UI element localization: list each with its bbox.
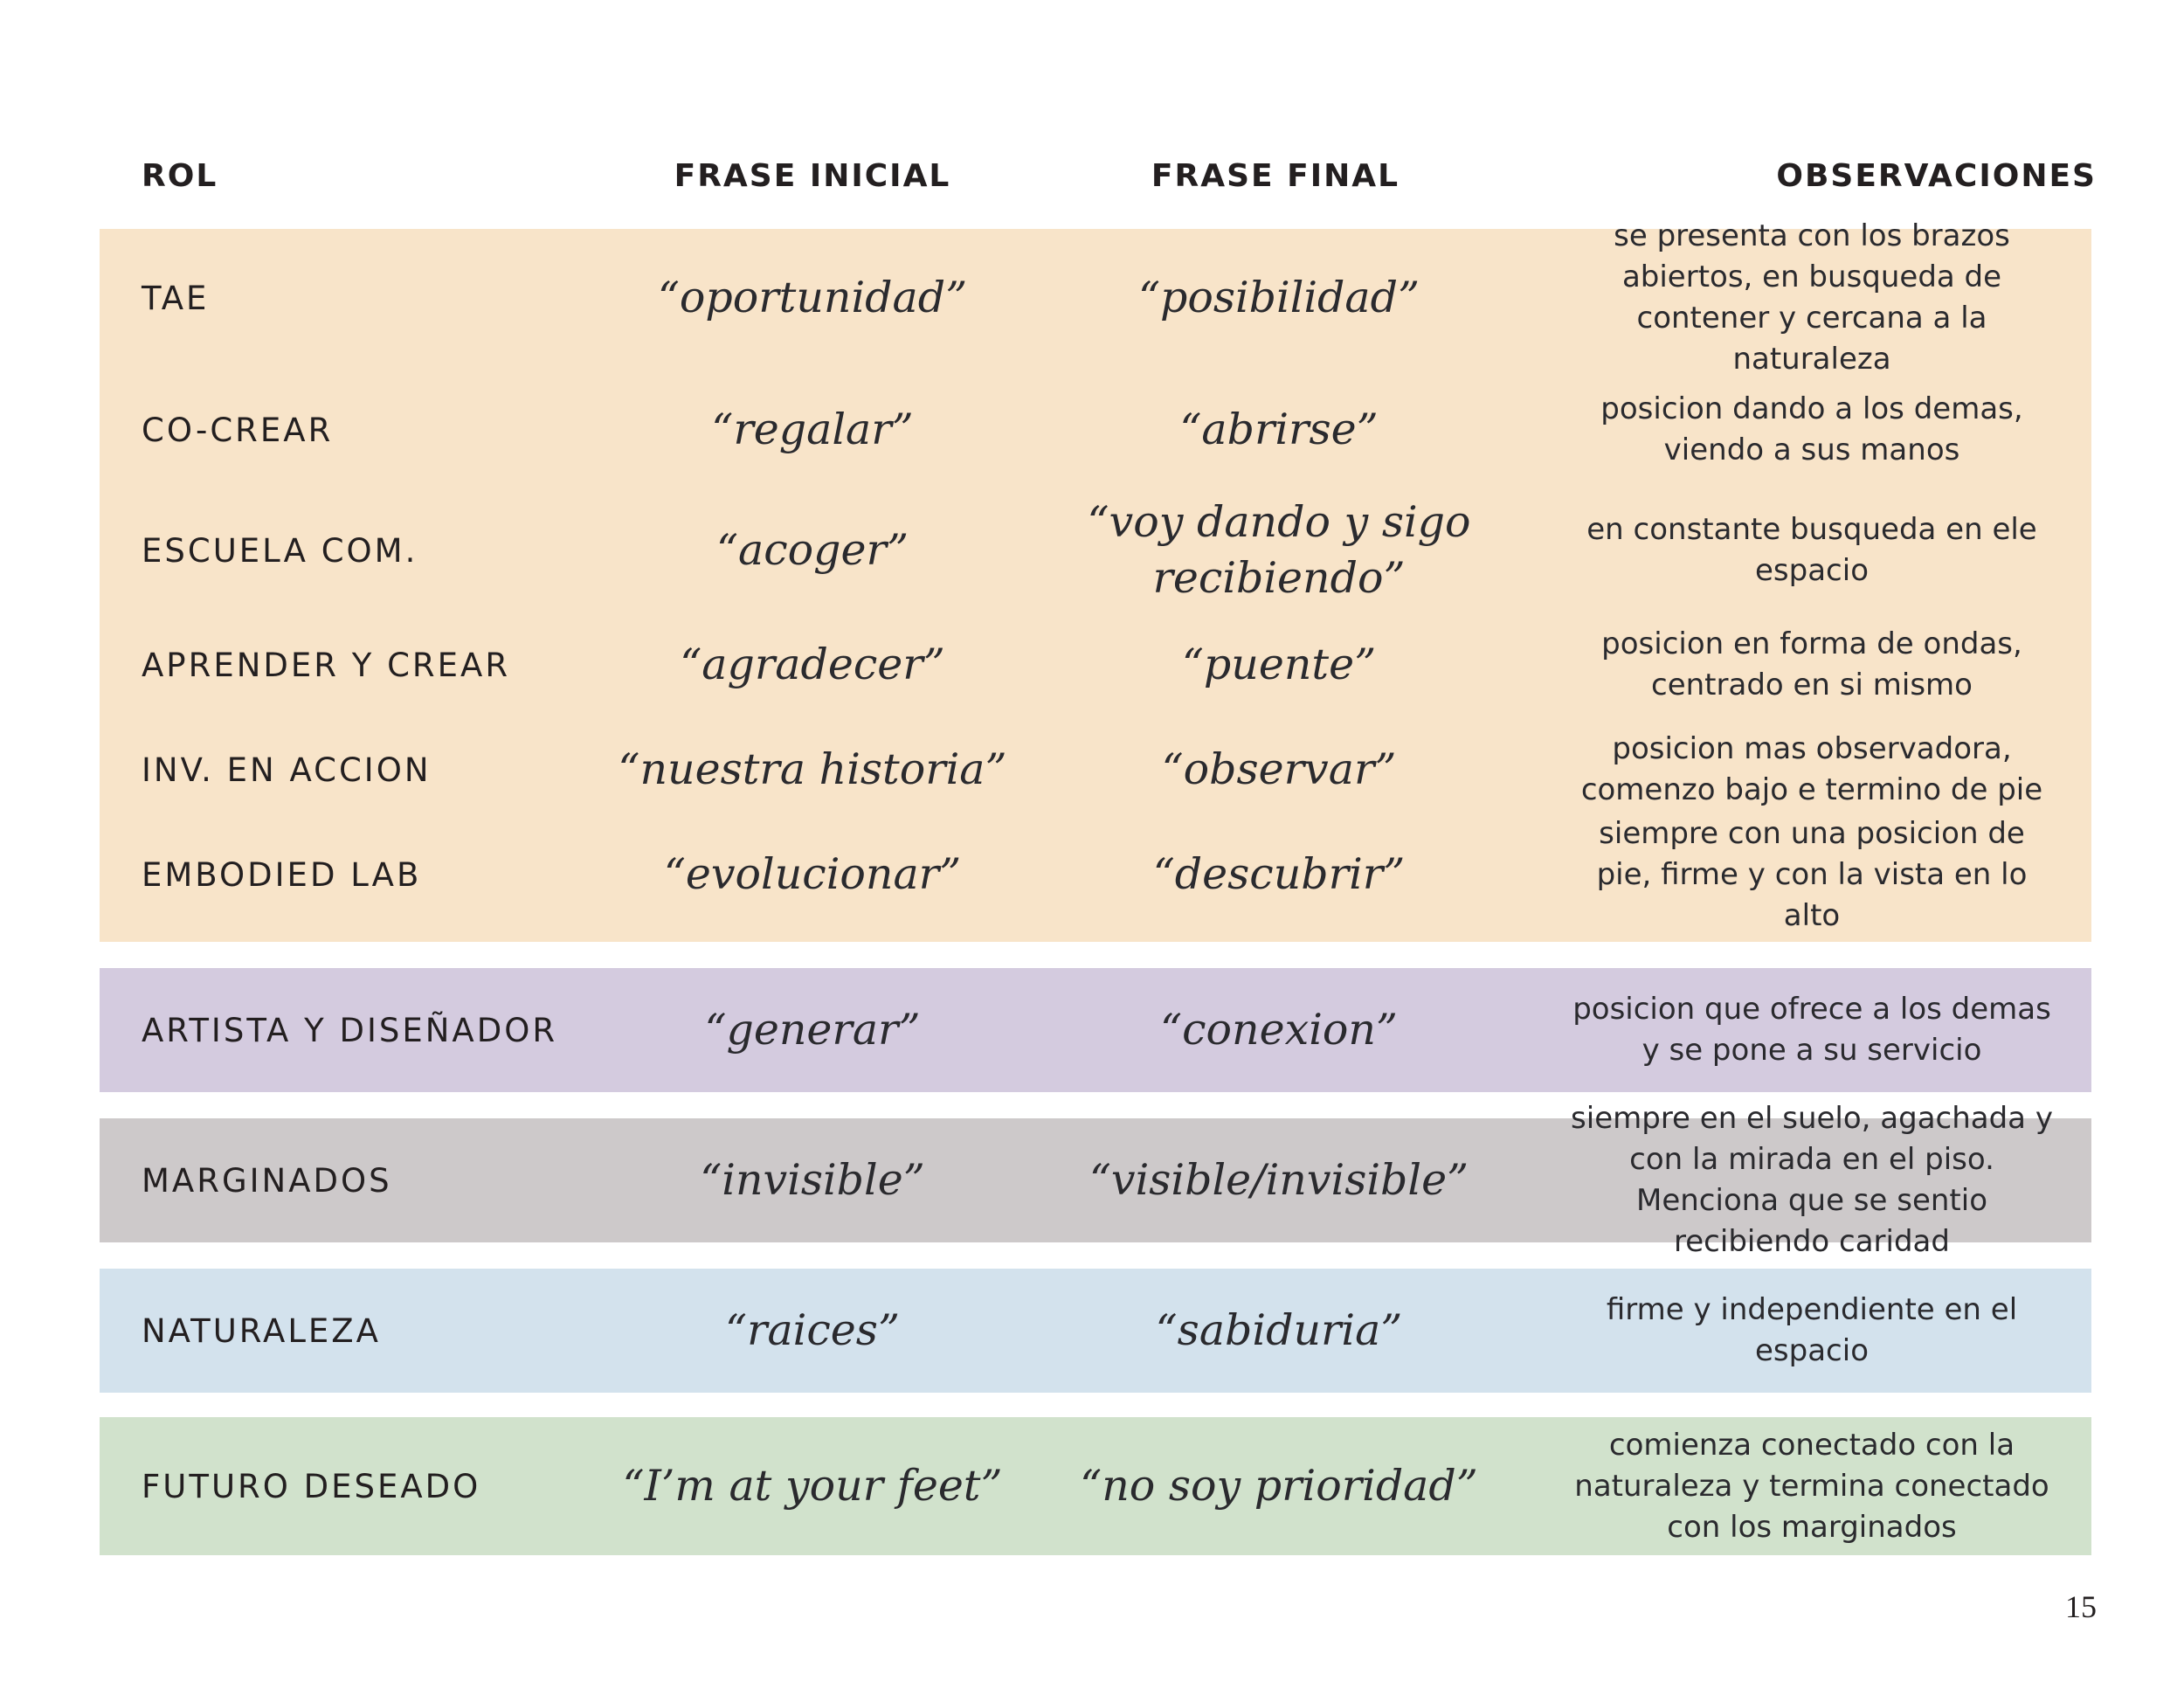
role-cell: CO-CREAR (142, 411, 334, 449)
observation-cell: siempre con una posicion de pie, firme y con la vista en lo alto (1596, 815, 2028, 933)
table-row-embodied (100, 815, 2091, 933)
initial-phrase-cell: “generar” (704, 1005, 921, 1055)
initial-phrase-cell: “oportunidad” (657, 273, 968, 322)
initial-phrase-cell: “regalar” (711, 405, 914, 454)
observation-cell: siempre en el suelo, agachada y con la mirada en el piso. Menciona que se sentio recibiendo caridad (1571, 1101, 2053, 1259)
table-row-marginados (100, 1101, 2091, 1259)
table-row-tae (100, 218, 2091, 377)
header-observaciones: OBSERVACIONES (1776, 158, 2097, 194)
table-row-artista (100, 968, 2091, 1092)
role-cell: INV. EN ACCION (142, 751, 432, 789)
observation-cell: posicion mas observadora, comenzo bajo e termino de pie (1580, 731, 2043, 807)
role-cell: NATURALEZA (142, 1311, 381, 1350)
final-phrase-cell: “puente” (1181, 640, 1377, 689)
header-frase-inicial: FRASE INICIAL (674, 158, 951, 194)
table-row-escuela (100, 489, 2091, 612)
table-row-aprender (100, 617, 2091, 713)
table-row-naturaleza (100, 1269, 2091, 1393)
initial-phrase-cell: “agradecer” (680, 640, 945, 689)
initial-phrase-cell: “invisible” (700, 1155, 925, 1205)
observation-cell: posicion en forma de ondas, centrado en si mismo (1601, 626, 2022, 702)
final-phrase-cell: “no soy prioridad” (1080, 1461, 1478, 1511)
page-number: 15 (2065, 1589, 2097, 1624)
role-cell: ESCUELA COM. (142, 531, 418, 570)
role-cell: FUTURO DESEADO (142, 1467, 481, 1505)
final-phrase-cell: “sabiduria” (1155, 1305, 1403, 1355)
final-phrase-cell: “voy dando y sigo recibiendo” (1087, 497, 1471, 603)
role-cell: APRENDER Y CREAR (142, 646, 511, 684)
observation-cell: posicion que ofrece a los demas y se pone a su servicio (1572, 992, 2051, 1068)
observation-cell: se presenta con los brazos abiertos, en busqueda de contener y cercana a la naturaleza (1614, 218, 2010, 377)
role-cell: MARGINADOS (142, 1161, 392, 1200)
final-phrase-cell: “abrirse” (1179, 405, 1379, 454)
final-phrase-cell: “descubrir” (1152, 849, 1406, 899)
role-cell: ARTISTA Y DISEÑADOR (142, 1011, 558, 1049)
final-phrase-cell: “observar” (1161, 744, 1397, 794)
observation-cell: comienza conectado con la naturaleza y termina conectado con los marginados (1574, 1427, 2049, 1545)
table-row-co-crear (100, 377, 2091, 482)
table-row-futuro (100, 1417, 2091, 1555)
initial-phrase-cell: “nuestra historia” (618, 744, 1007, 794)
header-frase-final: FRASE FINAL (1151, 158, 1400, 194)
role-cell: EMBODIED LAB (142, 855, 422, 894)
initial-phrase-cell: “acoger” (715, 525, 909, 575)
final-phrase-cell: “conexion” (1160, 1005, 1398, 1055)
header-rol: ROL (142, 158, 218, 194)
initial-phrase-cell: “I’m at your feet” (622, 1461, 1003, 1511)
final-phrase-cell: “visible/invisible” (1089, 1155, 1469, 1205)
observation-cell: en constante busqueda en ele espacio (1586, 512, 2037, 588)
initial-phrase-cell: “raices” (725, 1305, 900, 1355)
observation-cell: posicion dando a los demas, viendo a sus manos (1600, 391, 2023, 467)
final-phrase-cell: “posibilidad” (1137, 273, 1420, 322)
initial-phrase-cell: “evolucionar” (663, 849, 962, 899)
table-row-inv-accion (100, 722, 2091, 818)
observation-cell: firme y independiente en el espacio (1606, 1292, 2018, 1368)
role-cell: TAE (142, 279, 210, 317)
